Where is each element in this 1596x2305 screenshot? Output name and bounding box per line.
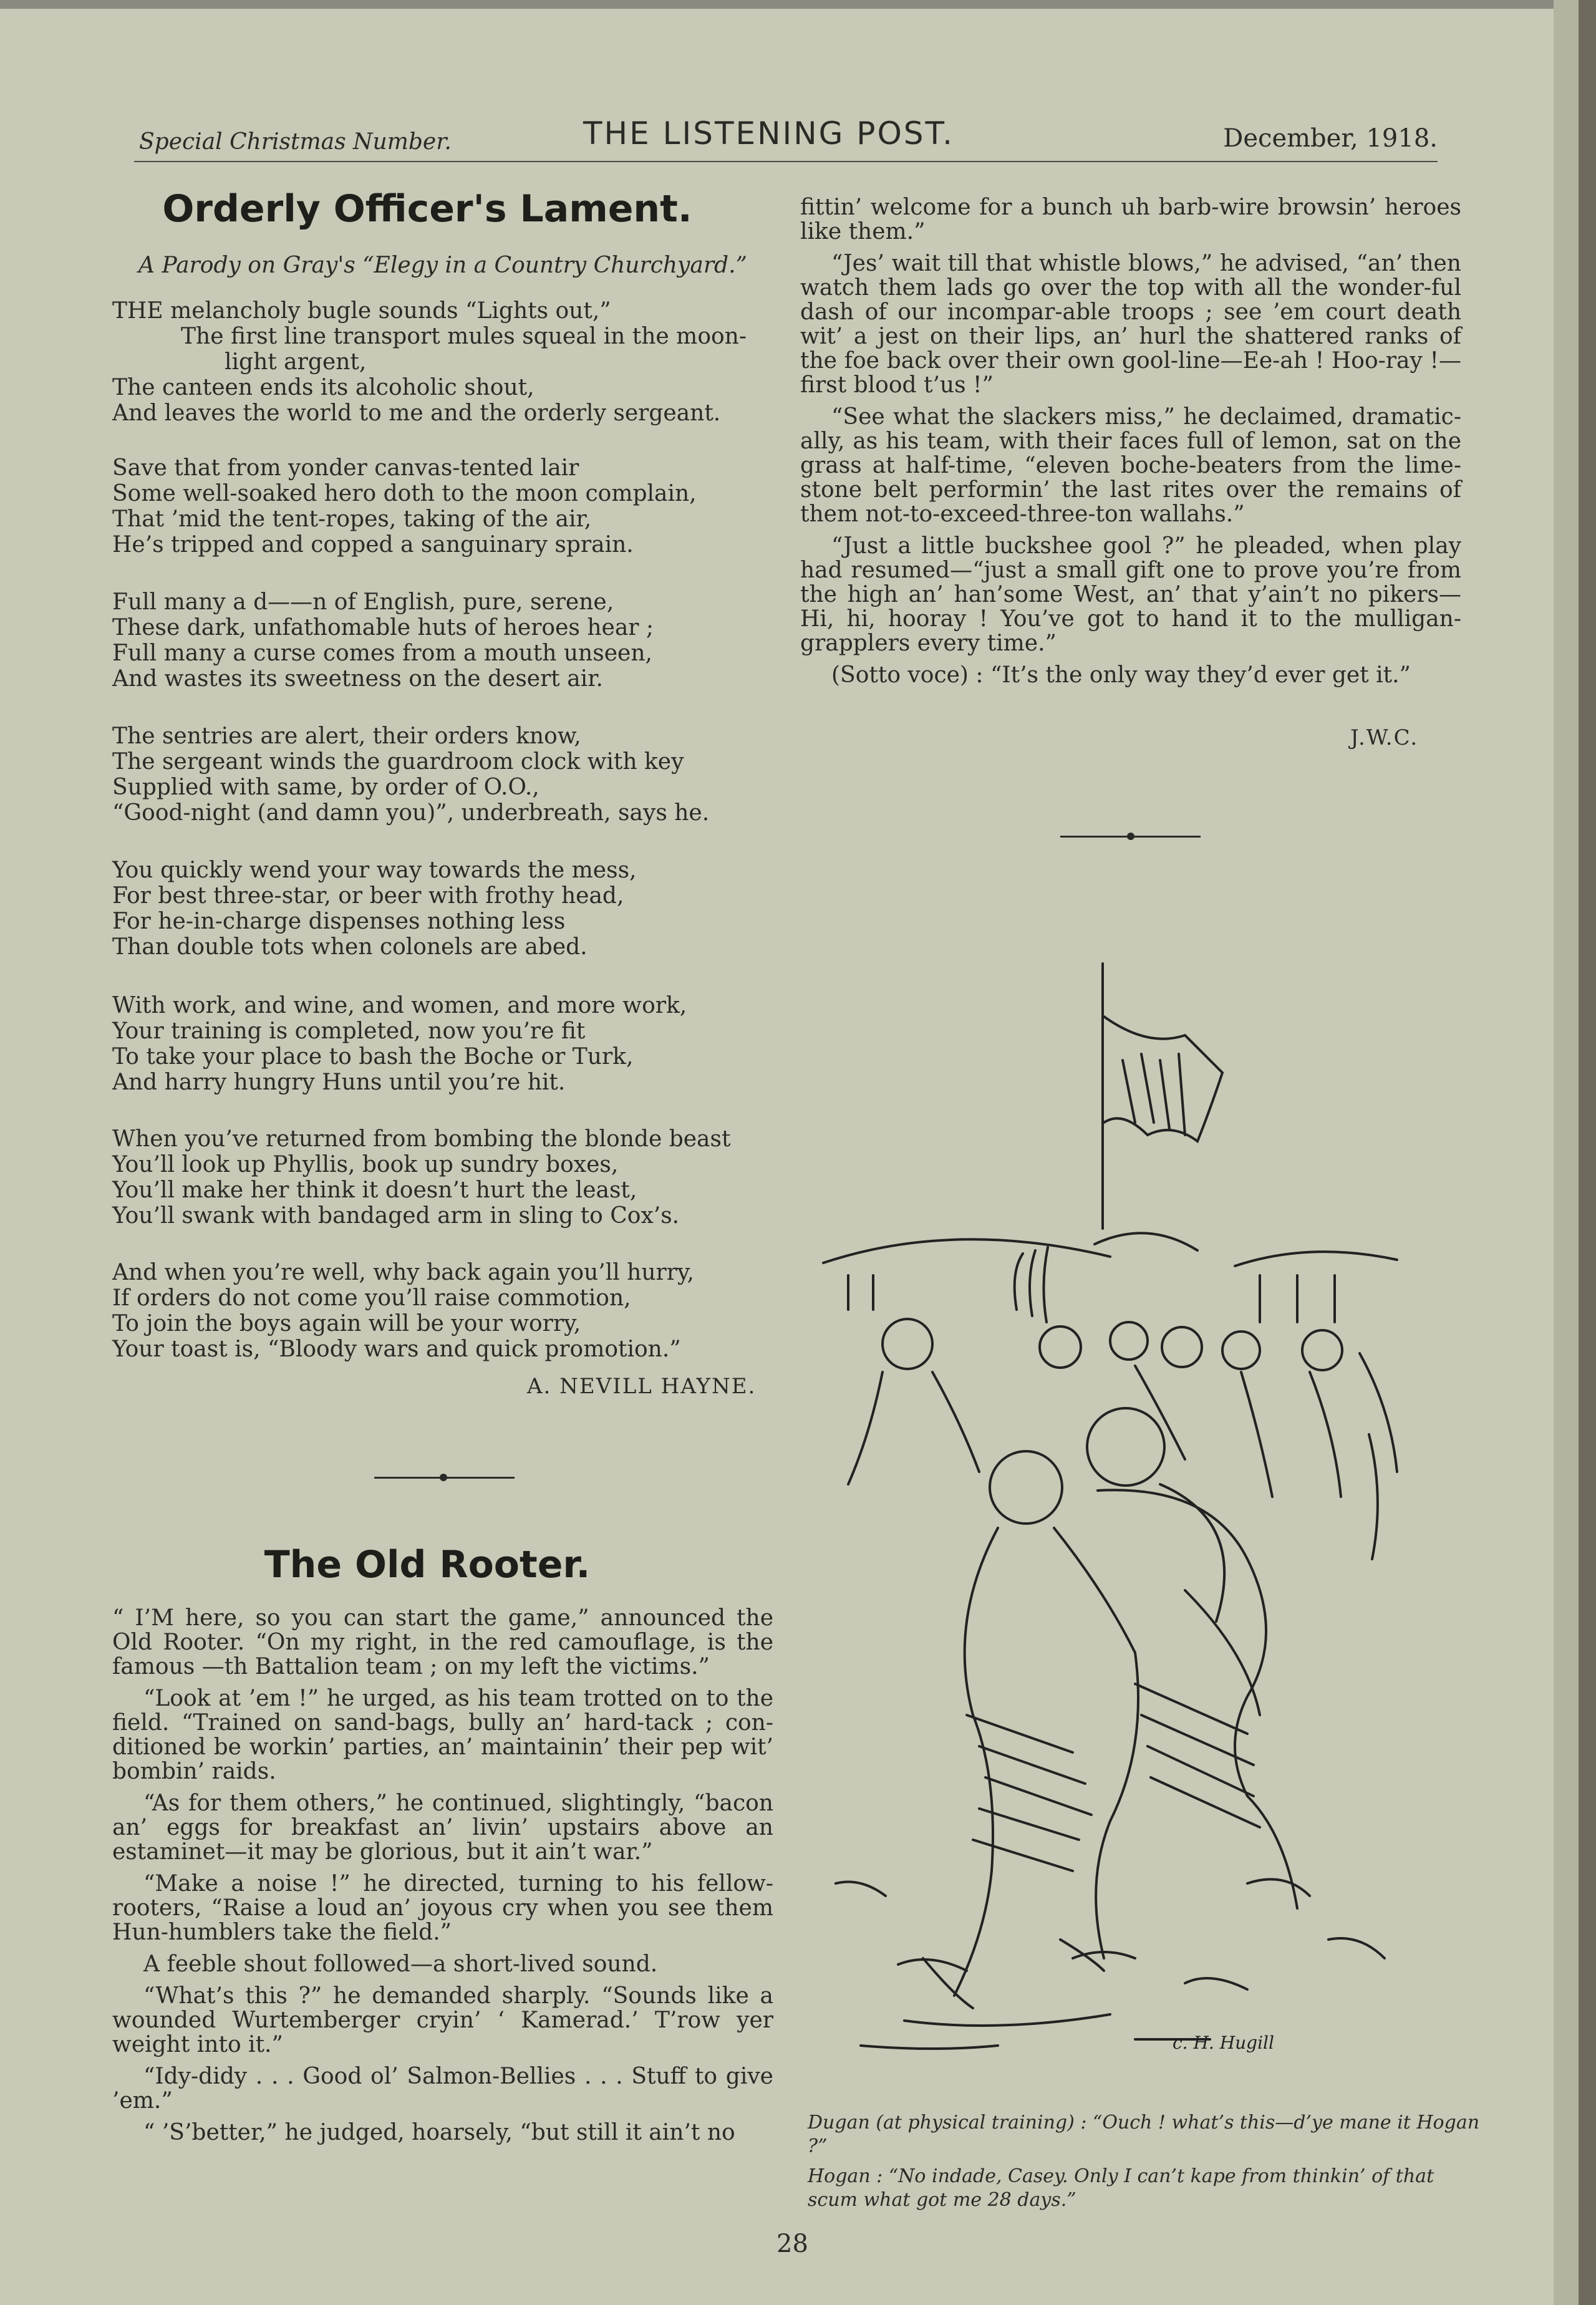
poem-line: Supplied with same, by order of O.O.,: [112, 775, 539, 800]
poem-stanza: [112, 298, 747, 426]
divider-dot: [440, 1474, 447, 1481]
story-paragraph: “See what the slackers miss,” he declaimed, dramatic-ally, as his team, with their faces full of lemon, sat on the grass at half-time, “eleven boche-beaters from the lime-stone belt performin’ the last rites over the remains of them not-to-exceed-three-ton wallahs.”: [800, 404, 1461, 527]
poem-line: The sentries are alert, their orders know,: [112, 723, 581, 749]
cartoon-caption: [808, 2111, 1481, 2212]
poem-line: Full many a d——n of English, pure, serene,: [112, 589, 614, 615]
header-masthead: THE LISTENING POST.: [583, 115, 955, 152]
header-date: December, 1918.: [1223, 124, 1438, 153]
poem-author: A. NEVILL HAYNE.: [527, 1374, 757, 1399]
story-column-right: [800, 195, 1461, 695]
story-paragraph: “As for them others,” he continued, slightingly, “bacon an’ eggs for breakfast an’ livin’ upstairs above an estaminet—it may be glorious, but it ain’t war.”: [112, 1790, 773, 1865]
story-paragraph: fittin’ welcome for a bunch uh barb-wire browsin’ heroes like them.”: [800, 195, 1461, 244]
story-paragraph: “Make a noise !” he directed, turning to his fellow-rooters, “Raise a loud an’ joyous cry when you see them Hun-humblers take the field.”: [112, 1871, 773, 1945]
poem-line: Than double tots when colonels are abed.: [112, 934, 588, 960]
story-column-left: [112, 1606, 773, 2152]
story-paragraph: A feeble shout followed—a short-lived sound.: [143, 1951, 658, 1977]
poem-stanza: [112, 1126, 730, 1229]
header-edition: Special Christmas Number.: [139, 129, 452, 155]
poem-stanza: [112, 858, 636, 960]
poem-line: These dark, unfathomable huts of heroes hear ;: [112, 615, 654, 640]
poem-line: The sergeant winds the guardroom clock with key: [112, 749, 684, 775]
poem-line: You’ll swank with bandaged arm in sling to Cox’s.: [112, 1203, 680, 1229]
poem-line: With work, and wine, and women, and more work,: [112, 993, 687, 1018]
caption-2-text: “No indade, Casey. Only I can’t kape from thinkin’ of that scum what got me 28 days.”: [808, 2165, 1434, 2211]
cartoon-signature: c. H. Hugill: [1173, 2032, 1274, 2053]
page-number: 28: [776, 2230, 808, 2258]
poem-line: To join the boys again will be your worry,: [112, 1311, 581, 1336]
poem-stanza: [112, 723, 709, 826]
poem-line: Some well-soaked hero doth to the moon complain,: [112, 481, 697, 506]
poem-line: And harry hungry Huns until you’re hit.: [112, 1070, 566, 1095]
poem-line: For he-in-charge dispenses nothing less: [112, 909, 566, 934]
cartoon-illustration: [811, 935, 1497, 2095]
poem-line: The canteen ends its alcoholic shout,: [112, 375, 534, 400]
poem-line: To take your place to bash the Boche or Turk,: [112, 1044, 634, 1070]
story-paragraph: “ I’M here, so you can start the game,” announced the Old Rooter. “On my right, in the red camouflage, is the famous —th Battalion team ; on my left the victims.”: [112, 1605, 773, 1679]
poem-subtitle: A Parody on Gray's “Elegy in a Country Churchyard.”: [138, 253, 747, 278]
story-author: J.W.C.: [1350, 725, 1419, 750]
poem-title: Orderly Officer's Lament.: [162, 187, 692, 231]
poem-line: You quickly wend your way towards the mess,: [112, 858, 637, 883]
page-binding-edge: [1579, 0, 1596, 2305]
poem-line: And wastes its sweetness on the desert air.: [112, 666, 603, 692]
poem-line: The first line transport mules squeal in the moon-: [181, 324, 747, 349]
poem-line: He’s tripped and copped a sanguinary sprain.: [112, 532, 634, 558]
story-paragraph: (Sotto voce) : “It’s the only way they’d ever get it.”: [831, 662, 1411, 688]
poem-line: And when you’re well, why back again you’ll hurry,: [112, 1260, 694, 1285]
poem-line: For best three-star, or beer with frothy head,: [112, 883, 624, 909]
caption-2-speaker: Hogan :: [808, 2165, 883, 2187]
poem-line: “Good-night (and damn you)”, underbreath, says he.: [112, 800, 710, 826]
caption-line-2: [808, 2165, 1481, 2212]
story-paragraph: “Idy-didy . . . Good ol’ Salmon-Bellies . . . Stuff to give ’em.”: [112, 2064, 773, 2114]
story-paragraph: “Look at ’em !” he urged, as his team trotted on to the field. “Trained on sand-bags, bully an’ hard-tack ; con-ditioned be workin’ parties, an’ maintainin’ their pep wit’ bombin’ raids.: [112, 1686, 773, 1784]
poem-line: Save that from yonder canvas-tented lair: [112, 455, 579, 481]
story-title: The Old Rooter.: [264, 1543, 591, 1587]
caption-1-text: “Ouch ! what’s this—d’ye mane it Hogan ?”: [808, 2112, 1480, 2157]
poem-stanza: [112, 455, 697, 558]
story-paragraph: “What’s this ?” he demanded sharply. “Sounds like a wounded Wurtemberger cryin’ ‘ Kamerad.’ T’row yer weight into it.”: [112, 1983, 773, 2057]
page-binding-shadow: [1554, 0, 1579, 2305]
page-top-edge: [0, 0, 1596, 9]
story-paragraph: “Just a little buckshee gool ?” he pleaded, when play had resumed—“just a small gift one to prove you’re from the high an’ han’some West, an’ that y’ain’t no pikers—Hi, hi, hooray ! You’ve got to hand it to the mulligan-grapplers every time.”: [800, 533, 1461, 656]
divider-dot-right: [1127, 833, 1134, 840]
header-rule: [134, 161, 1438, 162]
poem-line: Your toast is, “Bloody wars and quick promotion.”: [112, 1336, 681, 1362]
poem-stanza: [112, 993, 687, 1095]
poem-line: Full many a curse comes from a mouth unseen,: [112, 640, 652, 666]
poem-line: THE melancholy bugle sounds “Lights out,”: [112, 298, 611, 324]
poem-line: Your training is completed, now you’re fit: [112, 1018, 586, 1044]
poem-line: You’ll look up Phyllis, book up sundry boxes,: [112, 1152, 619, 1177]
poem-line: When you’ve returned from bombing the blonde beast: [112, 1126, 731, 1152]
poem-line: You’ll make her think it doesn’t hurt the least,: [112, 1177, 637, 1203]
story-paragraph: “Jes’ wait till that whistle blows,” he advised, “an’ then watch them lads go over the top with all the wonder-ful dash of our incompar-able troops ; see ’em court death wit’ a jest on their lips, an’ hurl the shattered ranks of the foe back over their own gool-line—Ee-ah ! Hoo-ray !—first blood t’us !”: [800, 251, 1461, 398]
running-header: [134, 115, 1438, 165]
poem-line: That ’mid the tent-ropes, taking of the air,: [112, 506, 592, 532]
caption-1-speaker: Dugan (at physical training) :: [808, 2112, 1087, 2133]
poem-line: light argent,: [225, 349, 367, 375]
caption-line-1: [808, 2111, 1481, 2158]
poem-stanza: [112, 1260, 694, 1362]
poem-line: And leaves the world to me and the orderly sergeant.: [112, 400, 721, 426]
story-paragraph: “ ’S’better,” he judged, hoarsely, “but still it ain’t no: [143, 2120, 735, 2145]
poem-line: If orders do not come you’ll raise commotion,: [112, 1285, 631, 1311]
poem-stanza: [112, 589, 654, 692]
